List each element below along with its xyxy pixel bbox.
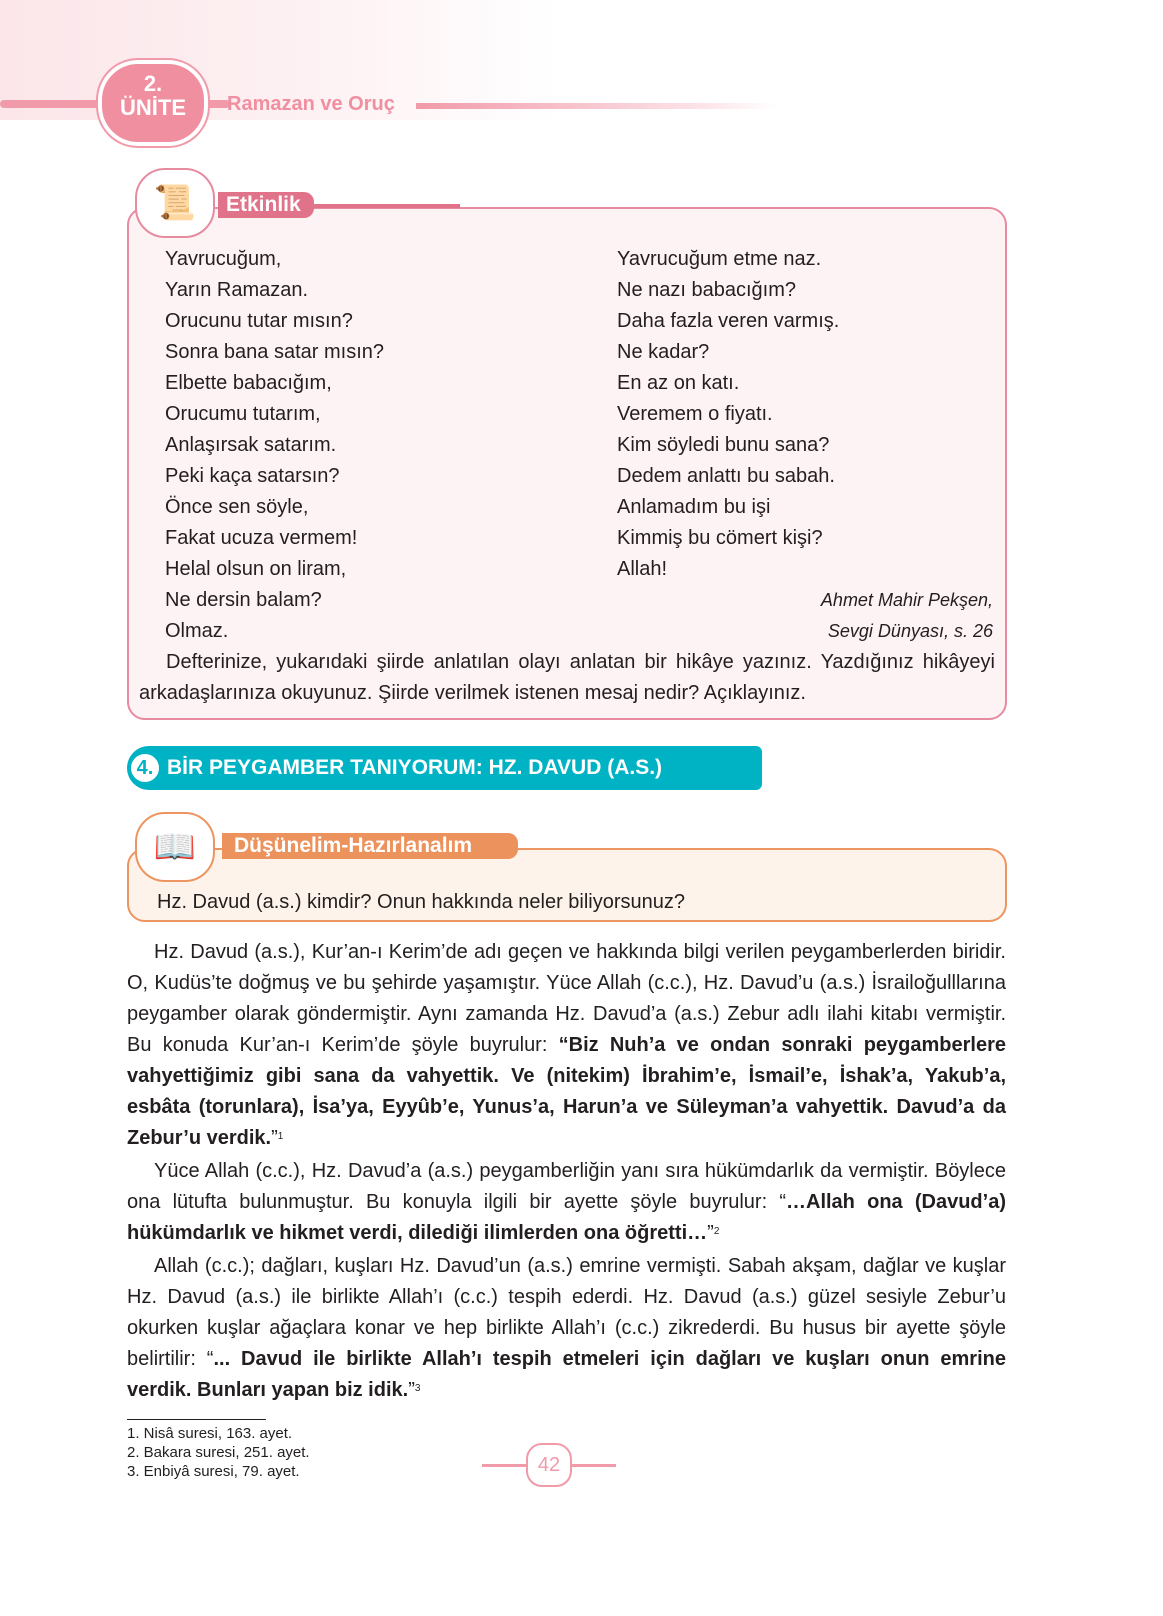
footnote-ref: 1 [277, 1131, 284, 1142]
section-title: BİR PEYGAMBER TANIYORUM: HZ. DAVUD (A.S.) [167, 756, 663, 779]
section-number: 4. [129, 752, 161, 784]
poem-left-column [165, 244, 384, 647]
paragraph [127, 937, 1006, 1154]
poem-line: Ne dersin balam? [165, 589, 322, 611]
poem-line: Sonra bana satar mısın? [165, 341, 385, 363]
text: ” [408, 1379, 415, 1401]
activity-instruction: Defterinize, yukarıdaki şiirde anlatılan olayı anlatan bir hikâye yazınız. Yazdığınız hikâyeyi arkadaşlarınıza okuyunuz. Şiirde verilmek istenen mesaj nedir? Açıklayınız. [139, 651, 995, 704]
footnote-ref: 2 [713, 1226, 720, 1237]
poem-line: Elbette babacığım, [165, 372, 332, 394]
poem-source: Sevgi Dünyası, s. 26 [827, 621, 993, 641]
poem-line: Allah! [617, 558, 668, 580]
text: ” [707, 1222, 714, 1244]
poem-line: Dedem anlattı bu sabah. [617, 465, 835, 487]
quill-scroll-icon: 📜 [135, 168, 215, 238]
think-question: Hz. Davud (a.s.) kimdir? Onun hakkında neler biliyorsunuz? [157, 891, 686, 913]
unit-badge [98, 60, 208, 146]
think-label: Düşünelim-Hazırlanalım [222, 833, 518, 859]
quote: ... Davud ile birlikte Allah’ı tespih etmeleri için dağları ve kuşları onun emrine verdik. Bunları yapan biz idik. [127, 1348, 1006, 1401]
poem-line: Yavrucuğum, [165, 248, 282, 270]
quote: …Allah ona (Davud’a) hükümdarlık ve hikmet verdi, dilediği ilimlerden ona öğretti… [127, 1191, 1006, 1244]
page-number: 42 [526, 1443, 572, 1487]
think-box [127, 848, 1007, 922]
main-text [127, 937, 1006, 1406]
text: Allah (c.c.); dağları, kuşları Hz. Davud’un (a.s.) emrine vermişti. Sabah akşam, dağlar ve kuşlar Hz. Davud (a.s.) ile birlikte Allah’ı (c.c.) tespih ederdi. Hz. Davud (a.s.) güzel sesiyle Zebur’u okurken kuşlar ağaçlara konar ve hep birlikte Allah’ı (c.c.) zikrederdi. Bu husus bir ayette şöyle belirtilir: “ [127, 1255, 1006, 1370]
section-heading [127, 746, 762, 790]
poem-author: Ahmet Mahir Pekşen, [820, 590, 993, 610]
poem-line: En az on katı. [617, 372, 740, 394]
divider [570, 1464, 616, 1467]
quote: “Biz Nuh’a ve ondan sonraki peygamberlere vahyettiğimiz gibi sana da vahyettik. Ve (nitekim) İbrahim’e, İsmail’e, İshak’a, Yakub’a, esbâta (torunlara), İsa’ya, Eyyûb’e, Yunus’a, Harun’a ve Süleyman’a vahyettik. Davud’a da Zebur’u verdik. [127, 1034, 1007, 1149]
poem-line: Olmaz. [165, 620, 229, 642]
poem-line: Yavrucuğum etme naz. [617, 248, 822, 270]
poem-line: Kimmiş bu cömert kişi? [617, 527, 823, 549]
poem-line: Peki kaça satarsın? [165, 465, 340, 487]
open-book-icon: 📖 [135, 812, 215, 882]
poem-line: Fakat ucuza vermem! [165, 527, 358, 549]
poem-line: Anlamadım bu işi [617, 496, 771, 518]
text: Hz. Davud (a.s.), Kur’an-ı Kerim’de adı geçen ve hakkında bilgi verilen peygamberlerden biridir. O, Kudüs’te doğmuş ve bu şehirde yaşamıştır. Yüce Allah (c.c.), Hz. Davud’u (a.s.) İsrailoğulllarına peygamber olarak göndermiştir. Aynı zamanda Hz. Davud’a (a.s.) Zebur adlı ilahi kitabı vermiştir. Bu konuda Kur’an-ı Kerim’de şöyle buyrulur: [127, 941, 1006, 1056]
header-line [416, 103, 776, 109]
unit-label: ÜNİTE [120, 95, 186, 120]
footnotes [127, 1424, 310, 1481]
text: ” [271, 1127, 278, 1149]
paragraph [127, 1251, 1006, 1406]
footnote-divider [127, 1419, 266, 1420]
unit-number: 2. [143, 71, 163, 96]
poem-line: Helal olsun on liram, [165, 558, 347, 580]
activity-box [127, 207, 1007, 720]
poem-line: Daha fazla veren varmış. [617, 310, 840, 332]
footnote: 2. Bakara suresi, 251. ayet. [127, 1444, 310, 1461]
poem-line: Orucunu tutar mısın? [165, 310, 353, 332]
poem-line: Ne nazı babacığım? [617, 279, 796, 301]
footnote: 1. Nisâ suresi, 163. ayet. [127, 1425, 293, 1442]
poem-line: Anlaşırsak satarım. [165, 434, 337, 456]
poem-right-column [617, 244, 839, 585]
unit-title: Ramazan ve Oruç [227, 93, 395, 115]
text: Yüce Allah (c.c.), Hz. Davud’a (a.s.) peygamberliğin yanı sıra hükümdarlık da vermiştir. Böylece ona lütufta bulunmuştur. Bu konuyla ilgili bir ayette şöyle buyrulur: “ [127, 1160, 1006, 1213]
footnote: 3. Enbiyâ suresi, 79. ayet. [127, 1463, 300, 1480]
poem-line: Veremem o fiyatı. [617, 403, 773, 425]
poem-line: Ne kadar? [617, 341, 710, 363]
divider [310, 204, 460, 208]
divider [482, 1464, 528, 1467]
poem-line: Önce sen söyle, [165, 496, 309, 518]
poem-line: Yarın Ramazan. [165, 279, 309, 301]
activity-label: Etkinlik [218, 192, 314, 218]
paragraph [127, 1156, 1006, 1249]
poem-line: Orucumu tutarım, [165, 403, 321, 425]
footnote-ref: 3 [414, 1383, 421, 1394]
poem-line: Kim söyledi bunu sana? [617, 434, 830, 456]
